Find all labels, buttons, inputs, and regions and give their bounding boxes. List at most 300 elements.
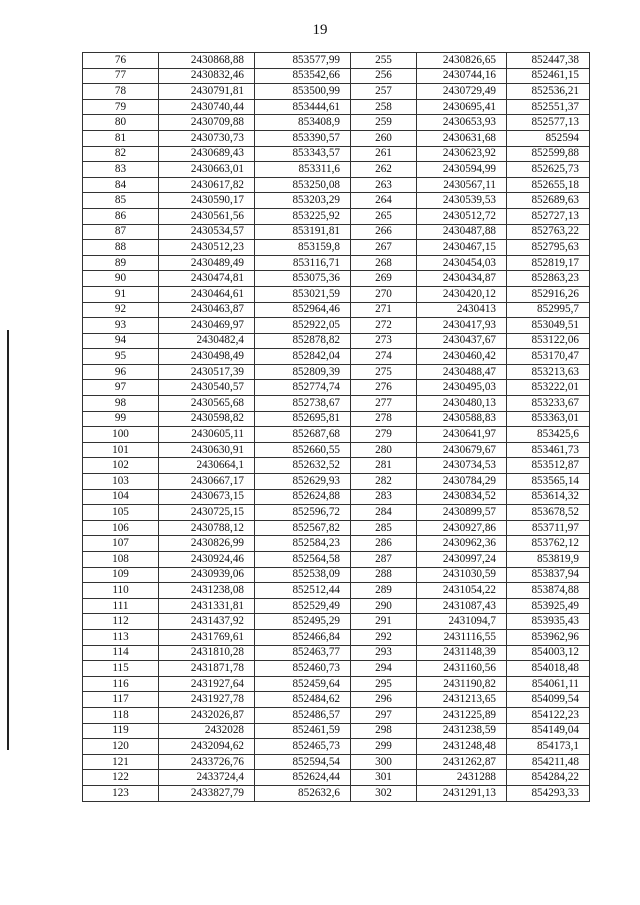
- table-row: [83, 193, 590, 209]
- y-coordinate-cell: 852632,52: [255, 458, 351, 474]
- margin-rule: [7, 330, 9, 750]
- table-row: [83, 661, 590, 677]
- y-coordinate-cell: 853116,71: [255, 255, 351, 271]
- table-row: [83, 286, 590, 302]
- x-coordinate-cell: 2430664,1: [159, 458, 255, 474]
- x-coordinate-cell: 2430784,29: [417, 474, 507, 490]
- y-coordinate-cell: 853577,99: [255, 53, 351, 69]
- x-coordinate-cell: 2430709,88: [159, 115, 255, 131]
- point-number-cell: 85: [83, 193, 159, 209]
- point-number-cell: 96: [83, 364, 159, 380]
- y-coordinate-cell: 853925,49: [507, 598, 590, 614]
- y-coordinate-cell: 853021,59: [255, 286, 351, 302]
- y-coordinate-cell: 852463,77: [255, 645, 351, 661]
- y-coordinate-cell: 854173,1: [507, 739, 590, 755]
- x-coordinate-cell: 2430512,72: [417, 208, 507, 224]
- y-coordinate-cell: 852809,39: [255, 364, 351, 380]
- table-row: [83, 536, 590, 552]
- y-coordinate-cell: 852447,38: [507, 53, 590, 69]
- y-coordinate-cell: 852916,26: [507, 286, 590, 302]
- point-number-cell: 99: [83, 411, 159, 427]
- y-coordinate-cell: 852763,22: [507, 224, 590, 240]
- x-coordinate-cell: 2431437,92: [159, 614, 255, 630]
- x-coordinate-cell: 2430899,57: [417, 505, 507, 521]
- x-coordinate-cell: 2431288: [417, 770, 507, 786]
- point-number-cell: 100: [83, 427, 159, 443]
- table-row: [83, 53, 590, 69]
- table-row: [83, 645, 590, 661]
- x-coordinate-cell: 2431054,22: [417, 583, 507, 599]
- point-number-cell: 120: [83, 739, 159, 755]
- y-coordinate-cell: 852461,15: [507, 68, 590, 84]
- x-coordinate-cell: 2431262,87: [417, 754, 507, 770]
- table-row: [83, 567, 590, 583]
- table-row: [83, 224, 590, 240]
- x-coordinate-cell: 2431087,43: [417, 598, 507, 614]
- point-number-cell: 272: [351, 318, 417, 334]
- y-coordinate-cell: 853444,61: [255, 99, 351, 115]
- y-coordinate-cell: 852655,18: [507, 177, 590, 193]
- x-coordinate-cell: 2431810,28: [159, 645, 255, 661]
- x-coordinate-cell: 2430868,88: [159, 53, 255, 69]
- point-number-cell: 107: [83, 536, 159, 552]
- x-coordinate-cell: 2430623,92: [417, 146, 507, 162]
- point-number-cell: 297: [351, 707, 417, 723]
- y-coordinate-cell: 854003,12: [507, 645, 590, 661]
- y-coordinate-cell: 852995,7: [507, 302, 590, 318]
- point-number-cell: 93: [83, 318, 159, 334]
- point-number-cell: 119: [83, 723, 159, 739]
- x-coordinate-cell: 2431927,78: [159, 692, 255, 708]
- point-number-cell: 105: [83, 505, 159, 521]
- table-row: [83, 396, 590, 412]
- x-coordinate-cell: 2430482,4: [159, 333, 255, 349]
- point-number-cell: 261: [351, 146, 417, 162]
- point-number-cell: 83: [83, 162, 159, 178]
- x-coordinate-cell: 2430997,24: [417, 552, 507, 568]
- point-number-cell: 95: [83, 349, 159, 365]
- table-row: [83, 84, 590, 100]
- table-row: [83, 785, 590, 801]
- page-number: 19: [312, 22, 328, 38]
- x-coordinate-cell: 2430454,03: [417, 255, 507, 271]
- y-coordinate-cell: 852567,82: [255, 520, 351, 536]
- y-coordinate-cell: 853311,6: [255, 162, 351, 178]
- point-number-cell: 288: [351, 567, 417, 583]
- point-number-cell: 115: [83, 661, 159, 677]
- x-coordinate-cell: 2430517,39: [159, 364, 255, 380]
- point-number-cell: 256: [351, 68, 417, 84]
- x-coordinate-cell: 2430679,67: [417, 442, 507, 458]
- point-number-cell: 109: [83, 567, 159, 583]
- point-number-cell: 80: [83, 115, 159, 131]
- x-coordinate-cell: 2433726,76: [159, 754, 255, 770]
- y-coordinate-cell: 852495,29: [255, 614, 351, 630]
- point-number-cell: 76: [83, 53, 159, 69]
- y-coordinate-cell: 852632,6: [255, 785, 351, 801]
- y-coordinate-cell: 854211,48: [507, 754, 590, 770]
- y-coordinate-cell: 852863,23: [507, 271, 590, 287]
- x-coordinate-cell: 2430729,49: [417, 84, 507, 100]
- y-coordinate-cell: 853363,01: [507, 411, 590, 427]
- point-number-cell: 296: [351, 692, 417, 708]
- x-coordinate-cell: 2430460,42: [417, 349, 507, 365]
- y-coordinate-cell: 854061,11: [507, 676, 590, 692]
- x-coordinate-cell: 2430598,82: [159, 411, 255, 427]
- table-row: [83, 676, 590, 692]
- y-coordinate-cell: 853837,94: [507, 567, 590, 583]
- y-coordinate-cell: 853425,6: [507, 427, 590, 443]
- y-coordinate-cell: 853711,97: [507, 520, 590, 536]
- y-coordinate-cell: 853049,51: [507, 318, 590, 334]
- y-coordinate-cell: 852878,82: [255, 333, 351, 349]
- x-coordinate-cell: 2430734,53: [417, 458, 507, 474]
- point-number-cell: 300: [351, 754, 417, 770]
- point-number-cell: 267: [351, 240, 417, 256]
- x-coordinate-cell: 2430834,52: [417, 489, 507, 505]
- y-coordinate-cell: 852624,88: [255, 489, 351, 505]
- point-number-cell: 290: [351, 598, 417, 614]
- point-number-cell: 291: [351, 614, 417, 630]
- x-coordinate-cell: 2430826,99: [159, 536, 255, 552]
- point-number-cell: 262: [351, 162, 417, 178]
- y-coordinate-cell: 852774,74: [255, 380, 351, 396]
- point-number-cell: 81: [83, 130, 159, 146]
- y-coordinate-cell: 853874,88: [507, 583, 590, 599]
- y-coordinate-cell: 853678,52: [507, 505, 590, 521]
- x-coordinate-cell: 2430725,15: [159, 505, 255, 521]
- x-coordinate-cell: 2430561,56: [159, 208, 255, 224]
- x-coordinate-cell: 2431148,39: [417, 645, 507, 661]
- table-row: [83, 614, 590, 630]
- y-coordinate-cell: 852596,72: [255, 505, 351, 521]
- x-coordinate-cell: 2430434,87: [417, 271, 507, 287]
- table-row: [83, 552, 590, 568]
- point-number-cell: 289: [351, 583, 417, 599]
- x-coordinate-cell: 2432094,62: [159, 739, 255, 755]
- y-coordinate-cell: 852538,09: [255, 567, 351, 583]
- point-number-cell: 276: [351, 380, 417, 396]
- point-number-cell: 82: [83, 146, 159, 162]
- table-row: [83, 177, 590, 193]
- y-coordinate-cell: 853191,81: [255, 224, 351, 240]
- table-row: [83, 271, 590, 287]
- y-coordinate-cell: 853170,47: [507, 349, 590, 365]
- point-number-cell: 94: [83, 333, 159, 349]
- table-row: [83, 208, 590, 224]
- x-coordinate-cell: 2430565,68: [159, 396, 255, 412]
- x-coordinate-cell: 2430420,12: [417, 286, 507, 302]
- x-coordinate-cell: 2431238,59: [417, 723, 507, 739]
- x-coordinate-cell: 2430641,97: [417, 427, 507, 443]
- y-coordinate-cell: 853461,73: [507, 442, 590, 458]
- point-number-cell: 284: [351, 505, 417, 521]
- table-row: [83, 474, 590, 490]
- point-number-cell: 122: [83, 770, 159, 786]
- point-number-cell: 88: [83, 240, 159, 256]
- y-coordinate-cell: 853542,66: [255, 68, 351, 84]
- y-coordinate-cell: 852819,17: [507, 255, 590, 271]
- table-row: [83, 99, 590, 115]
- table-row: [83, 707, 590, 723]
- x-coordinate-cell: 2430467,15: [417, 240, 507, 256]
- table-row: [83, 115, 590, 131]
- x-coordinate-cell: 2430512,23: [159, 240, 255, 256]
- y-coordinate-cell: 852689,63: [507, 193, 590, 209]
- y-coordinate-cell: 853762,12: [507, 536, 590, 552]
- y-coordinate-cell: 853565,14: [507, 474, 590, 490]
- point-number-cell: 281: [351, 458, 417, 474]
- point-number-cell: 113: [83, 629, 159, 645]
- x-coordinate-cell: 2430588,83: [417, 411, 507, 427]
- table-row: [83, 333, 590, 349]
- point-number-cell: 263: [351, 177, 417, 193]
- point-number-cell: 294: [351, 661, 417, 677]
- y-coordinate-cell: 852529,49: [255, 598, 351, 614]
- table-row: [83, 318, 590, 334]
- point-number-cell: 103: [83, 474, 159, 490]
- x-coordinate-cell: 2430489,49: [159, 255, 255, 271]
- y-coordinate-cell: 852738,67: [255, 396, 351, 412]
- point-number-cell: 121: [83, 754, 159, 770]
- y-coordinate-cell: 854284,22: [507, 770, 590, 786]
- point-number-cell: 293: [351, 645, 417, 661]
- y-coordinate-cell: 852795,63: [507, 240, 590, 256]
- point-number-cell: 283: [351, 489, 417, 505]
- y-coordinate-cell: 852629,93: [255, 474, 351, 490]
- table-row: [83, 302, 590, 318]
- y-coordinate-cell: 852465,73: [255, 739, 351, 755]
- table-row: [83, 629, 590, 645]
- x-coordinate-cell: 2432026,87: [159, 707, 255, 723]
- table-row: [83, 349, 590, 365]
- point-number-cell: 106: [83, 520, 159, 536]
- x-coordinate-cell: 2431927,64: [159, 676, 255, 692]
- y-coordinate-cell: 854018,48: [507, 661, 590, 677]
- point-number-cell: 286: [351, 536, 417, 552]
- x-coordinate-cell: 2430534,57: [159, 224, 255, 240]
- y-coordinate-cell: 853250,08: [255, 177, 351, 193]
- point-number-cell: 117: [83, 692, 159, 708]
- point-number-cell: 104: [83, 489, 159, 505]
- y-coordinate-cell: 852660,55: [255, 442, 351, 458]
- y-coordinate-cell: 852624,44: [255, 770, 351, 786]
- x-coordinate-cell: 2430495,03: [417, 380, 507, 396]
- table-row: [83, 364, 590, 380]
- x-coordinate-cell: 2430924,46: [159, 552, 255, 568]
- point-number-cell: 101: [83, 442, 159, 458]
- point-number-cell: 91: [83, 286, 159, 302]
- x-coordinate-cell: 2430464,61: [159, 286, 255, 302]
- x-coordinate-cell: 2431291,13: [417, 785, 507, 801]
- x-coordinate-cell: 2431225,89: [417, 707, 507, 723]
- x-coordinate-cell: 2431190,82: [417, 676, 507, 692]
- x-coordinate-cell: 2433724,4: [159, 770, 255, 786]
- y-coordinate-cell: 852512,44: [255, 583, 351, 599]
- point-number-cell: 97: [83, 380, 159, 396]
- point-number-cell: 87: [83, 224, 159, 240]
- x-coordinate-cell: 2430826,65: [417, 53, 507, 69]
- x-coordinate-cell: 2431030,59: [417, 567, 507, 583]
- y-coordinate-cell: 853203,29: [255, 193, 351, 209]
- table-row: [83, 458, 590, 474]
- y-coordinate-cell: 852727,13: [507, 208, 590, 224]
- x-coordinate-cell: 2430695,41: [417, 99, 507, 115]
- table-row: [83, 442, 590, 458]
- y-coordinate-cell: 854149,04: [507, 723, 590, 739]
- y-coordinate-cell: 853819,9: [507, 552, 590, 568]
- x-coordinate-cell: 2431094,7: [417, 614, 507, 630]
- x-coordinate-cell: 2430939,06: [159, 567, 255, 583]
- point-number-cell: 266: [351, 224, 417, 240]
- y-coordinate-cell: 852466,84: [255, 629, 351, 645]
- y-coordinate-cell: 854293,33: [507, 785, 590, 801]
- table-row: [83, 598, 590, 614]
- x-coordinate-cell: 2430927,86: [417, 520, 507, 536]
- point-number-cell: 102: [83, 458, 159, 474]
- point-number-cell: 257: [351, 84, 417, 100]
- y-coordinate-cell: 853233,67: [507, 396, 590, 412]
- table-row: [83, 583, 590, 599]
- point-number-cell: 278: [351, 411, 417, 427]
- table-row: [83, 146, 590, 162]
- y-coordinate-cell: 852461,59: [255, 723, 351, 739]
- table-row: [83, 68, 590, 84]
- x-coordinate-cell: 2430631,68: [417, 130, 507, 146]
- point-number-cell: 302: [351, 785, 417, 801]
- table-row: [83, 240, 590, 256]
- table-row: [83, 162, 590, 178]
- point-number-cell: 86: [83, 208, 159, 224]
- y-coordinate-cell: 853075,36: [255, 271, 351, 287]
- point-number-cell: 114: [83, 645, 159, 661]
- point-number-cell: 282: [351, 474, 417, 490]
- point-number-cell: 77: [83, 68, 159, 84]
- y-coordinate-cell: 852551,37: [507, 99, 590, 115]
- coordinates-table-body: [83, 53, 590, 802]
- y-coordinate-cell: 853962,96: [507, 629, 590, 645]
- x-coordinate-cell: 2430463,87: [159, 302, 255, 318]
- point-number-cell: 90: [83, 271, 159, 287]
- point-number-cell: 264: [351, 193, 417, 209]
- x-coordinate-cell: 2430480,13: [417, 396, 507, 412]
- y-coordinate-cell: 852599,88: [507, 146, 590, 162]
- point-number-cell: 258: [351, 99, 417, 115]
- y-coordinate-cell: 852459,64: [255, 676, 351, 692]
- y-coordinate-cell: 852687,68: [255, 427, 351, 443]
- y-coordinate-cell: 853225,92: [255, 208, 351, 224]
- x-coordinate-cell: 2431769,61: [159, 629, 255, 645]
- table-row: [83, 505, 590, 521]
- y-coordinate-cell: 852922,05: [255, 318, 351, 334]
- table-row: [83, 427, 590, 443]
- point-number-cell: 292: [351, 629, 417, 645]
- y-coordinate-cell: 853408,9: [255, 115, 351, 131]
- y-coordinate-cell: 853159,8: [255, 240, 351, 256]
- point-number-cell: 111: [83, 598, 159, 614]
- x-coordinate-cell: 2430689,43: [159, 146, 255, 162]
- point-number-cell: 295: [351, 676, 417, 692]
- x-coordinate-cell: 2430605,11: [159, 427, 255, 443]
- y-coordinate-cell: 853614,32: [507, 489, 590, 505]
- y-coordinate-cell: 852584,23: [255, 536, 351, 552]
- point-number-cell: 79: [83, 99, 159, 115]
- y-coordinate-cell: 852484,62: [255, 692, 351, 708]
- table-row: [83, 723, 590, 739]
- table-row: [83, 255, 590, 271]
- point-number-cell: 255: [351, 53, 417, 69]
- x-coordinate-cell: 2430791,81: [159, 84, 255, 100]
- x-coordinate-cell: 2431238,08: [159, 583, 255, 599]
- x-coordinate-cell: 2430540,57: [159, 380, 255, 396]
- y-coordinate-cell: 852964,46: [255, 302, 351, 318]
- point-number-cell: 277: [351, 396, 417, 412]
- point-number-cell: 116: [83, 676, 159, 692]
- point-number-cell: 89: [83, 255, 159, 271]
- x-coordinate-cell: 2430539,53: [417, 193, 507, 209]
- x-coordinate-cell: 2431160,56: [417, 661, 507, 677]
- table-row: [83, 489, 590, 505]
- y-coordinate-cell: 853343,57: [255, 146, 351, 162]
- table-row: [83, 739, 590, 755]
- x-coordinate-cell: 2430413: [417, 302, 507, 318]
- x-coordinate-cell: 2431248,48: [417, 739, 507, 755]
- x-coordinate-cell: 2430667,17: [159, 474, 255, 490]
- x-coordinate-cell: 2430630,91: [159, 442, 255, 458]
- point-number-cell: 84: [83, 177, 159, 193]
- point-number-cell: 78: [83, 84, 159, 100]
- point-number-cell: 279: [351, 427, 417, 443]
- y-coordinate-cell: 853390,57: [255, 130, 351, 146]
- point-number-cell: 123: [83, 785, 159, 801]
- y-coordinate-cell: 854122,23: [507, 707, 590, 723]
- y-coordinate-cell: 854099,54: [507, 692, 590, 708]
- x-coordinate-cell: 2430417,93: [417, 318, 507, 334]
- point-number-cell: 98: [83, 396, 159, 412]
- table-row: [83, 754, 590, 770]
- point-number-cell: 271: [351, 302, 417, 318]
- x-coordinate-cell: 2433827,79: [159, 785, 255, 801]
- point-number-cell: 301: [351, 770, 417, 786]
- x-coordinate-cell: 2430594,99: [417, 162, 507, 178]
- y-coordinate-cell: 852536,21: [507, 84, 590, 100]
- point-number-cell: 92: [83, 302, 159, 318]
- x-coordinate-cell: 2430469,97: [159, 318, 255, 334]
- point-number-cell: 265: [351, 208, 417, 224]
- x-coordinate-cell: 2430617,82: [159, 177, 255, 193]
- y-coordinate-cell: 852842,04: [255, 349, 351, 365]
- point-number-cell: 260: [351, 130, 417, 146]
- point-number-cell: 269: [351, 271, 417, 287]
- point-number-cell: 273: [351, 333, 417, 349]
- x-coordinate-cell: 2430498,49: [159, 349, 255, 365]
- point-number-cell: 108: [83, 552, 159, 568]
- y-coordinate-cell: 852594,54: [255, 754, 351, 770]
- x-coordinate-cell: 2430653,93: [417, 115, 507, 131]
- x-coordinate-cell: 2430744,16: [417, 68, 507, 84]
- x-coordinate-cell: 2431116,55: [417, 629, 507, 645]
- point-number-cell: 299: [351, 739, 417, 755]
- y-coordinate-cell: 852564,58: [255, 552, 351, 568]
- x-coordinate-cell: 2430730,73: [159, 130, 255, 146]
- table-row: [83, 411, 590, 427]
- x-coordinate-cell: 2430962,36: [417, 536, 507, 552]
- x-coordinate-cell: 2431331,81: [159, 598, 255, 614]
- point-number-cell: 118: [83, 707, 159, 723]
- y-coordinate-cell: 852625,73: [507, 162, 590, 178]
- point-number-cell: 287: [351, 552, 417, 568]
- x-coordinate-cell: 2431871,78: [159, 661, 255, 677]
